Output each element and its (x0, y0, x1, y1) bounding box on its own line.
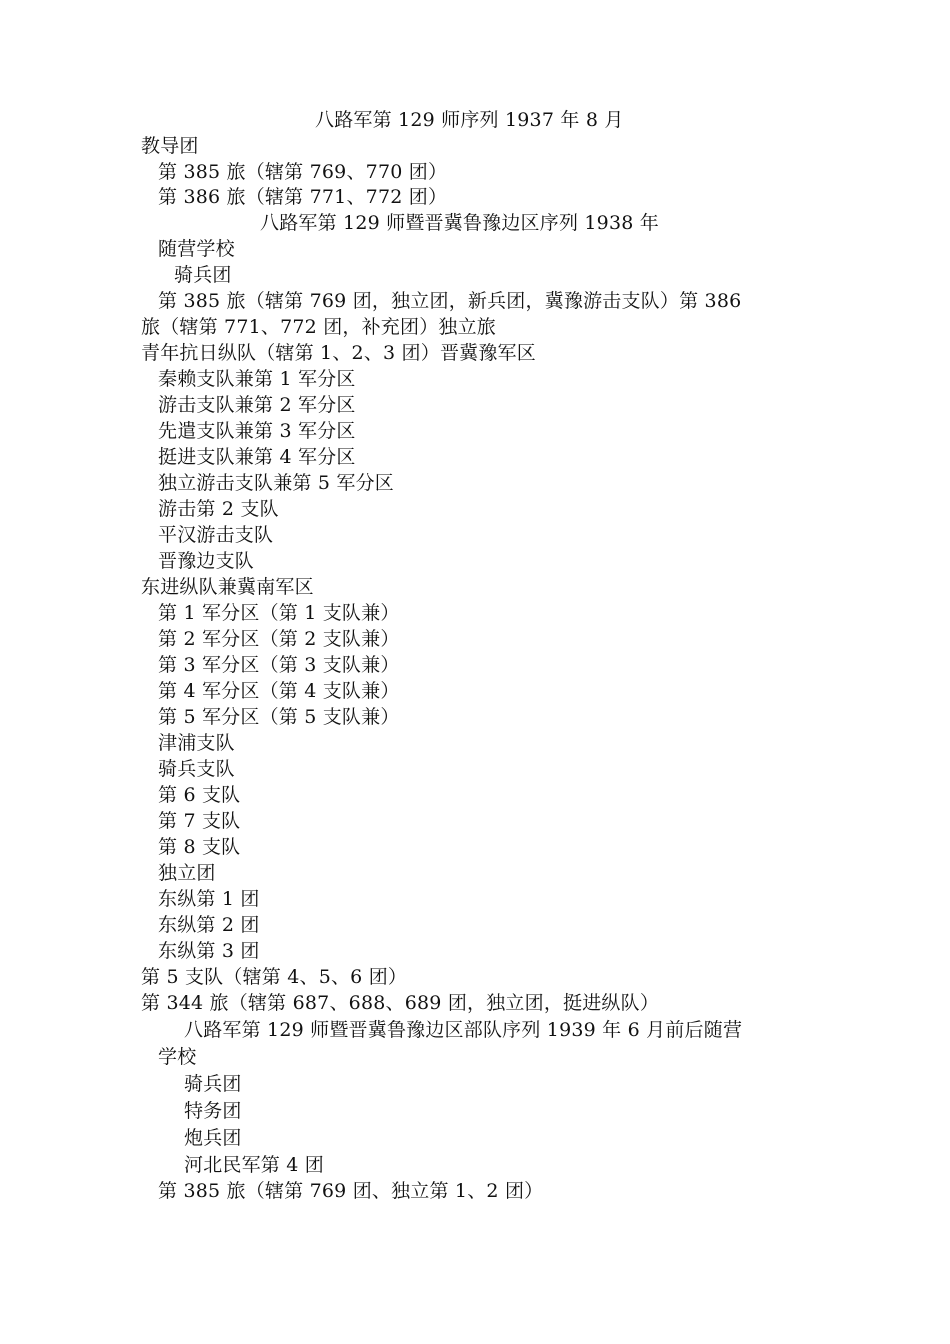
heading-1939: 八路军第 129 师暨晋冀鲁豫边区部队序列 1939 年 6 月前后随营 (184, 1019, 743, 1041)
text-line: 骑兵支队 (158, 758, 235, 780)
text-line: 学校 (158, 1046, 197, 1068)
text-line: 旅（辖第 771、772 团，补充团）独立旅 (141, 316, 497, 338)
text-line: 东纵第 2 团 (158, 914, 260, 936)
text-line: 特务团 (184, 1100, 242, 1122)
text-line: 第 385 旅（辖第 769 团、独立第 1、2 团） (158, 1180, 544, 1202)
text-line: 第 7 支队 (158, 810, 241, 832)
text-line: 第 6 支队 (158, 784, 241, 806)
text-line: 第 4 军分区（第 4 支队兼） (158, 680, 400, 702)
text-line: 炮兵团 (184, 1127, 242, 1149)
heading-1937: 八路军第 129 师序列 1937 年 8 月 (315, 109, 624, 131)
text-line: 东纵第 3 团 (158, 940, 260, 962)
text-line: 第 8 支队 (158, 836, 241, 858)
text-line: 东进纵队兼冀南军区 (141, 576, 314, 598)
text-line: 游击第 2 支队 (158, 498, 279, 520)
text-line: 骑兵团 (184, 1073, 242, 1095)
text-line: 先遣支队兼第 3 军分区 (158, 420, 356, 442)
text-line: 第 2 军分区（第 2 支队兼） (158, 628, 400, 650)
text-line: 第 385 旅（辖第 769 团，独立团，新兵团，冀豫游击支队）第 386 (158, 290, 742, 312)
text-line: 骑兵团 (174, 264, 232, 286)
text-line: 随营学校 (158, 238, 235, 260)
text-line: 河北民军第 4 团 (184, 1154, 324, 1176)
text-line: 平汉游击支队 (158, 524, 274, 546)
text-line: 独立团 (158, 862, 216, 884)
text-line: 第 386 旅（辖第 771、772 团） (158, 186, 448, 208)
text-line: 第 344 旅（辖第 687、688、689 团，独立团，挺进纵队） (141, 992, 660, 1014)
text-line: 东纵第 1 团 (158, 888, 260, 910)
text-line: 第 5 军分区（第 5 支队兼） (158, 706, 400, 728)
text-line: 教导团 (141, 135, 199, 157)
text-line: 第 1 军分区（第 1 支队兼） (158, 602, 400, 624)
text-line: 津浦支队 (158, 732, 235, 754)
text-line: 游击支队兼第 2 军分区 (158, 394, 356, 416)
text-line: 独立游击支队兼第 5 军分区 (158, 472, 394, 494)
text-line: 第 385 旅（辖第 769、770 团） (158, 161, 448, 183)
text-line: 挺进支队兼第 4 军分区 (158, 446, 356, 468)
text-line: 第 5 支队（辖第 4、5、6 团） (141, 966, 408, 988)
text-line: 晋豫边支队 (158, 550, 255, 572)
heading-1938: 八路军第 129 师暨晋冀鲁豫边区序列 1938 年 (260, 212, 659, 234)
text-line: 秦赖支队兼第 1 军分区 (158, 368, 356, 390)
text-line: 第 3 军分区（第 3 支队兼） (158, 654, 400, 676)
text-line: 青年抗日纵队（辖第 1、2、3 团）晋冀豫军区 (141, 342, 536, 364)
